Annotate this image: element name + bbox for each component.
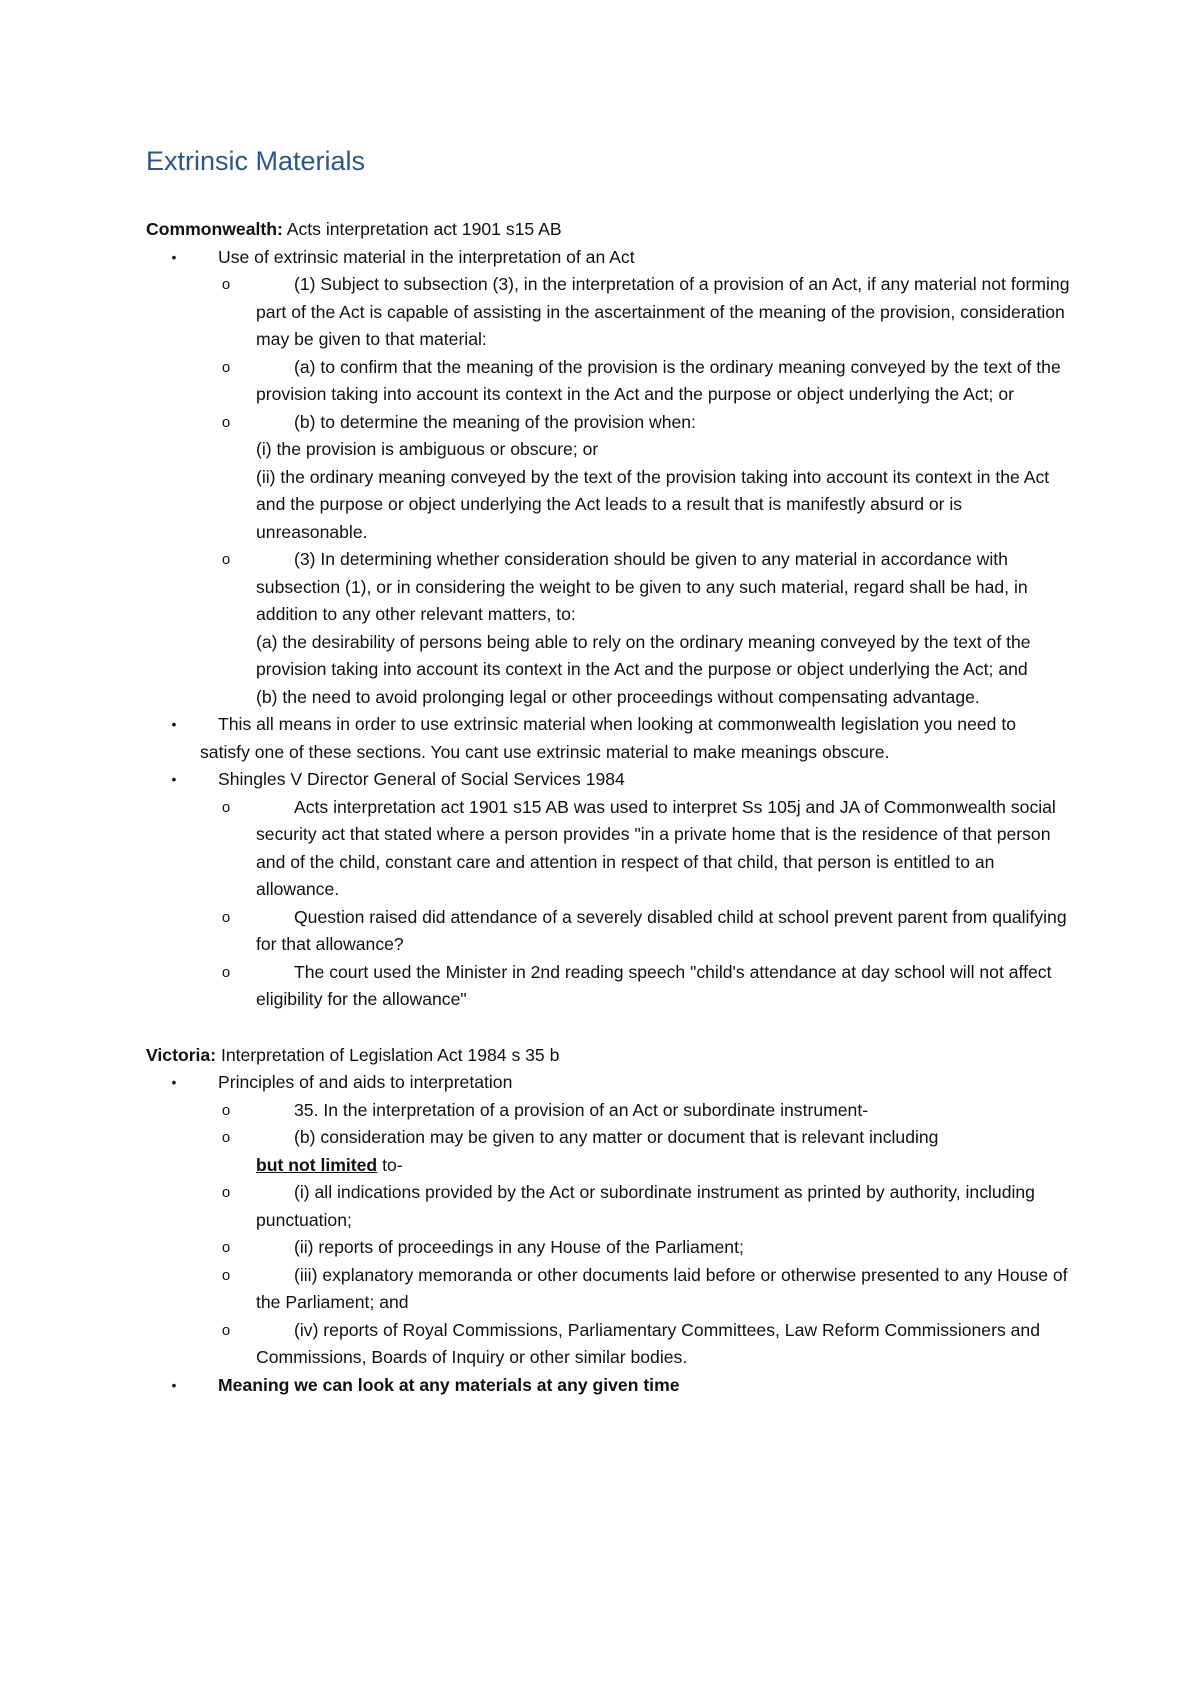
list-item-text: Question raised did attendance of a severely disabled child at school prevent parent from qualifying for that allowance? xyxy=(256,906,1067,954)
list-item-text: (ii) reports of proceedings in any House of the Parliament; xyxy=(294,1237,744,1257)
sublist xyxy=(146,271,1070,711)
list-item-text: (i) all indications provided by the Act or subordinate instrument as printed by authority, including punctuation; xyxy=(256,1182,1035,1230)
list-item xyxy=(146,546,1070,711)
list-item xyxy=(146,1372,1070,1400)
circle-bullet-icon: o xyxy=(221,358,231,376)
circle-bullet-icon: o xyxy=(221,1266,231,1284)
list-item xyxy=(146,409,1070,547)
circle-bullet-icon: o xyxy=(221,1321,231,1339)
bullet-icon: • xyxy=(171,1074,177,1090)
list-item-text: (a) the desirability of persons being able to rely on the ordinary meaning conveyed by the text of the provision taking into account its context in the Act and the purpose or object underlying the Act; and xyxy=(256,631,1031,679)
circle-bullet-icon: o xyxy=(221,1239,231,1256)
list-item-text: (b) the need to avoid prolonging legal or other proceedings without compensating advantage. xyxy=(256,686,980,707)
section-spacer xyxy=(146,1014,1070,1042)
list-item xyxy=(146,354,1070,409)
list-item-text: This all means in order to use extrinsic material when looking at commonwealth legislation you need to satisfy one of these sections. You cant use extrinsic material to make meanings obscure. xyxy=(200,714,1016,762)
list-item-text: (b) consideration may be given to any matter or document that is relevant including xyxy=(294,1127,939,1147)
circle-bullet-icon: o xyxy=(221,1184,231,1201)
sublist xyxy=(146,794,1070,1014)
circle-bullet-icon: o xyxy=(221,1129,231,1146)
circle-bullet-icon: o xyxy=(221,276,231,293)
bullet-icon: • xyxy=(171,248,177,265)
list-item-text: (i) the provision is ambiguous or obscure; or xyxy=(256,439,599,459)
bullet-icon: • xyxy=(171,771,177,787)
bullet-icon: • xyxy=(171,1376,177,1393)
circle-bullet-icon: o xyxy=(221,798,231,816)
list-item xyxy=(146,1124,1070,1179)
page-title: Extrinsic Materials xyxy=(146,146,366,176)
list-item xyxy=(146,244,1070,712)
circle-bullet-icon: o xyxy=(221,551,231,568)
list-item xyxy=(146,1097,1070,1125)
list-item-text: (ii) the ordinary meaning conveyed by the text of the provision taking into account its context in the Act and the purpose or object underlying the Act leads to a result that is manifestly absurd or is unreasonable. xyxy=(256,466,1050,542)
list-item-text: Meaning we can look at any materials at any given time xyxy=(218,1374,680,1395)
commonwealth-label: Commonwealth: xyxy=(146,219,283,239)
list-item xyxy=(146,794,1070,904)
list-item-text: Principles of and aids to interpretation xyxy=(218,1072,513,1092)
sublist xyxy=(146,1097,1070,1372)
list-item-text: (iii) explanatory memoranda or other documents laid before or otherwise presented to any House of the Parliament; and xyxy=(256,1264,1068,1312)
list-item xyxy=(146,271,1070,354)
list-item-text: 35. In the interpretation of a provision of an Act or subordinate instrument- xyxy=(294,1099,869,1120)
circle-bullet-icon: o xyxy=(221,1101,231,1119)
victoria-heading xyxy=(146,1042,1070,1070)
list-item xyxy=(146,1234,1070,1262)
victoria-label: Victoria: xyxy=(146,1044,217,1065)
commonwealth-heading xyxy=(146,216,1070,244)
underlined-text: but not limited xyxy=(256,1154,378,1175)
list-item-text: (a) to confirm that the meaning of the provision is the ordinary meaning conveyed by the text of the provision taking into account its context in the Act and the purpose or object underlying the Act; or xyxy=(256,356,1061,404)
list-item-text: Use of extrinsic material in the interpretation of an Act xyxy=(218,246,635,267)
list-item-text: (b) to determine the meaning of the provision when: xyxy=(294,411,696,432)
list-item-text: Shingles V Director General of Social Services 1984 xyxy=(218,769,625,789)
list-item xyxy=(146,1179,1070,1234)
list-item xyxy=(146,711,1070,766)
list-item-text: (iv) reports of Royal Commissions, Parliamentary Committees, Law Reform Commissioners and Commissions, Boards of Inquiry or other similar bodies. xyxy=(256,1319,1040,1367)
list-item xyxy=(146,1317,1070,1372)
list-item xyxy=(146,766,1070,1014)
bullet-icon: • xyxy=(171,716,177,732)
list-item xyxy=(146,959,1070,1014)
victoria-heading-text: Interpretation of Legislation Act 1984 s 35 b xyxy=(216,1044,560,1065)
list-item xyxy=(146,904,1070,959)
commonwealth-heading-text: Acts interpretation act 1901 s15 AB xyxy=(282,219,562,239)
commonwealth-list xyxy=(146,244,1070,1014)
circle-bullet-icon: o xyxy=(221,963,231,981)
victoria-list xyxy=(146,1069,1070,1399)
list-item xyxy=(146,1262,1070,1317)
list-item-text: The court used the Minister in 2nd reading speech "child's attendance at day school will not affect eligibility for the allowance" xyxy=(256,961,1052,1009)
circle-bullet-icon: o xyxy=(221,413,231,431)
list-item-text: (1) Subject to subsection (3), in the interpretation of a provision of an Act, if any material not forming part of the Act is capable of assisting in the ascertainment of the meaning of the provision, consideration may be given to that material: xyxy=(256,274,1070,349)
list-item-text: to- xyxy=(377,1154,403,1175)
list-item-text: Acts interpretation act 1901 s15 AB was used to interpret Ss 105j and JA of Commonwealth social security act that stated where a person provides "in a private home that is the residence of that person and of the child, constant care and attention in respect of that child, that person is entitled to an allowance. xyxy=(256,796,1056,899)
list-item xyxy=(146,1069,1070,1372)
list-item-text: (3) In determining whether consideration should be given to any material in accordance with subsection (1), or in considering the weight to be given to any such material, regard shall be had, in addition to any other relevant matters, to: xyxy=(256,549,1028,624)
circle-bullet-icon: o xyxy=(221,908,231,926)
